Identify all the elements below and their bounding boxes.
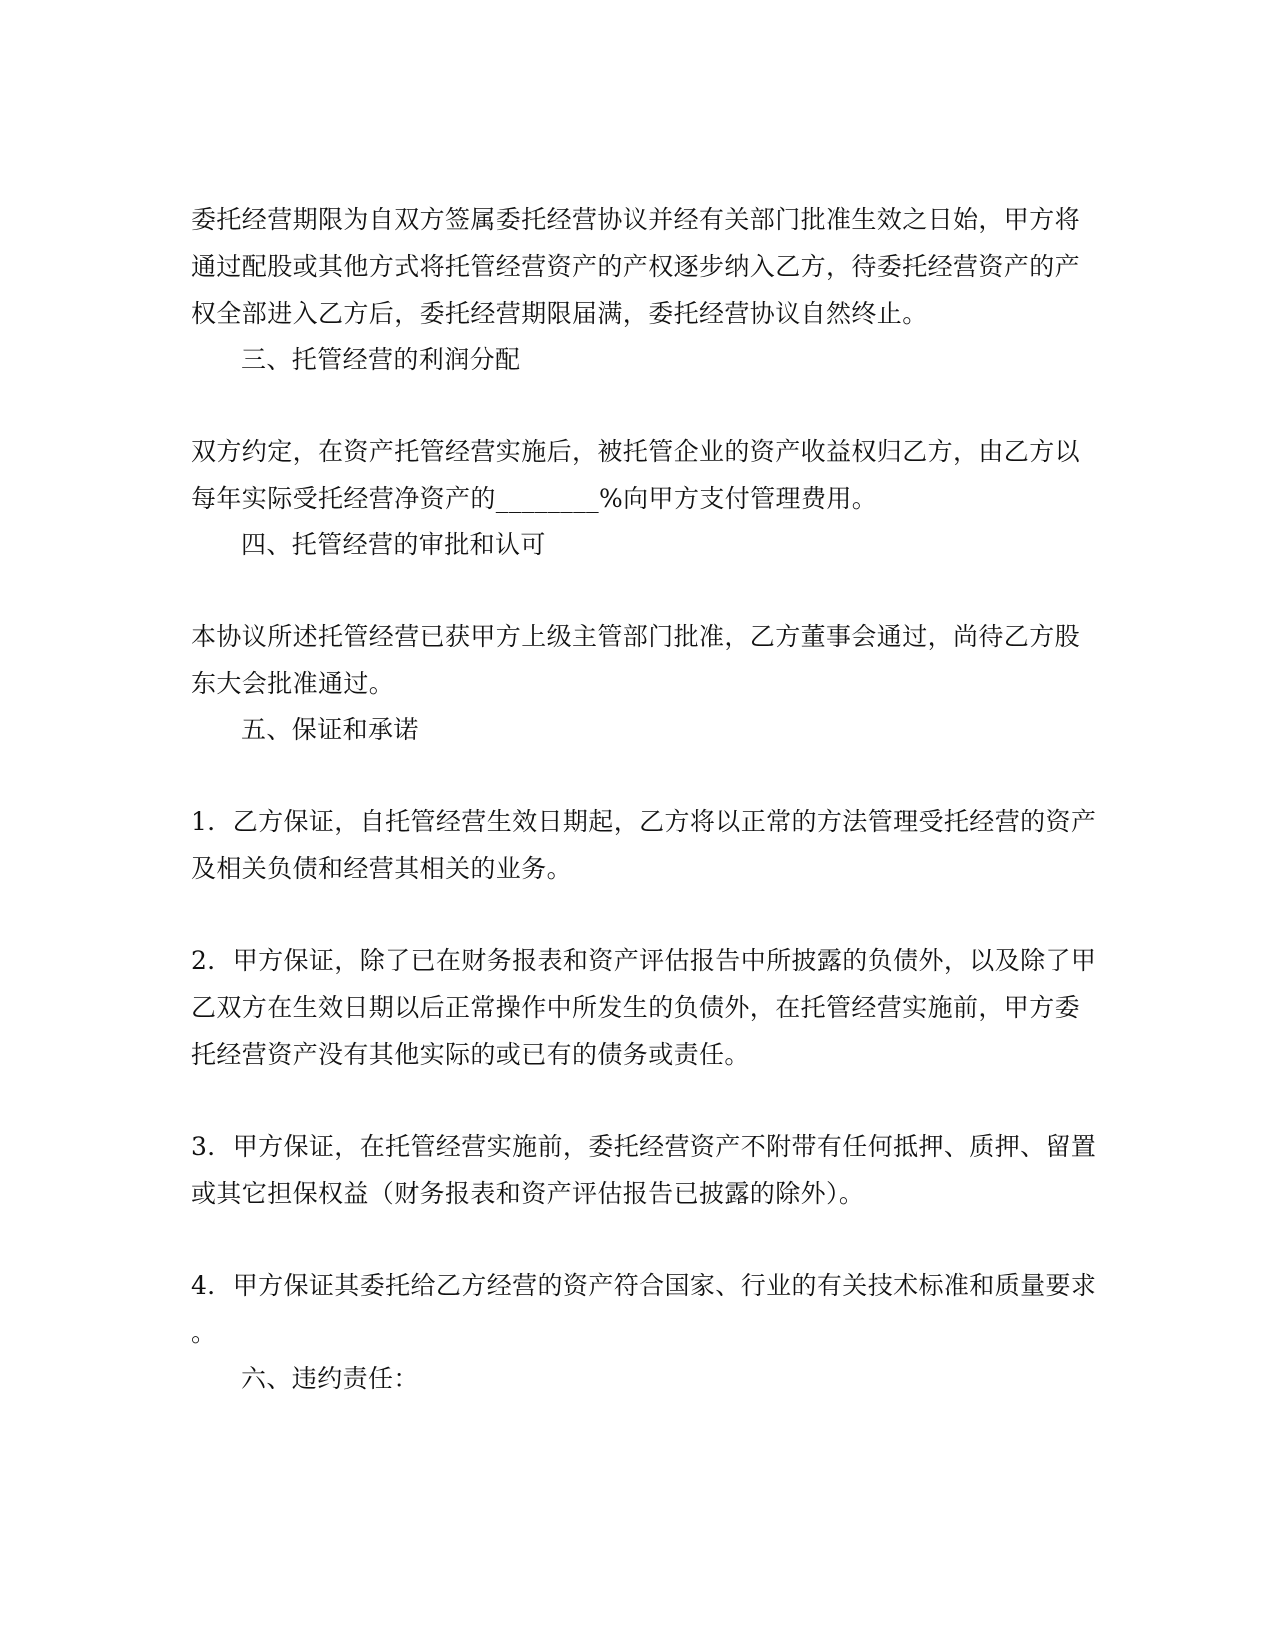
section-heading-profit: 三、托管经营的利润分配 — [241, 345, 521, 374]
clause-4-line-1: 4．甲方保证其委托给乙方经营的资产符合国家、行业的有关技术标准和质量要求 — [191, 1271, 1097, 1300]
clause-3-line-1: 3．甲方保证，在托管经营实施前，委托经营资产不附带有任何抵押、质押、留置 — [191, 1132, 1097, 1161]
section-heading-liability: 六、违约责任： — [241, 1364, 419, 1393]
clause-2-line-1: 2．甲方保证，除了已在财务报表和资产评估报告中所披露的负债外，以及除了甲 — [191, 946, 1097, 975]
clause-2-line-2: 乙双方在生效日期以后正常操作中所发生的负债外，在托管经营实施前，甲方委 — [191, 993, 1081, 1022]
section-heading-approval: 四、托管经营的审批和认可 — [241, 530, 546, 559]
clause-1-line-1: 1．乙方保证，自托管经营生效日期起，乙方将以正常的方法管理受托经营的资产 — [191, 807, 1097, 836]
paragraph-term-line-2: 通过配股或其他方式将托管经营资产的产权逐步纳入乙方，待委托经营资产的产 — [191, 252, 1081, 281]
clause-2-line-3: 托经营资产没有其他实际的或已有的债务或责任。 — [191, 1040, 750, 1069]
paragraph-term-line-3: 权全部进入乙方后，委托经营期限届满，委托经营协议自然终止。 — [191, 299, 928, 328]
section-heading-guarantee: 五、保证和承诺 — [241, 715, 419, 744]
clause-3-line-2: 或其它担保权益（财务报表和资产评估报告已披露的除外）。 — [191, 1179, 865, 1208]
paragraph-profit-line-2: 每年实际受托经营净资产的________%向甲方支付管理费用。 — [191, 484, 878, 513]
paragraph-profit-line-1: 双方约定，在资产托管经营实施后，被托管企业的资产收益权归乙方，由乙方以 — [191, 437, 1081, 466]
paragraph-approval-line-2: 东大会批准通过。 — [191, 669, 395, 698]
paragraph-term-line-1: 委托经营期限为自双方签属委托经营协议并经有关部门批准生效之日始，甲方将 — [191, 205, 1081, 234]
clause-1-line-2: 及相关负债和经营其相关的业务。 — [191, 854, 573, 883]
paragraph-approval-line-1: 本协议所述托管经营已获甲方上级主管部门批准，乙方董事会通过，尚待乙方股 — [191, 622, 1081, 651]
clause-4-line-2: 。 — [191, 1318, 217, 1347]
